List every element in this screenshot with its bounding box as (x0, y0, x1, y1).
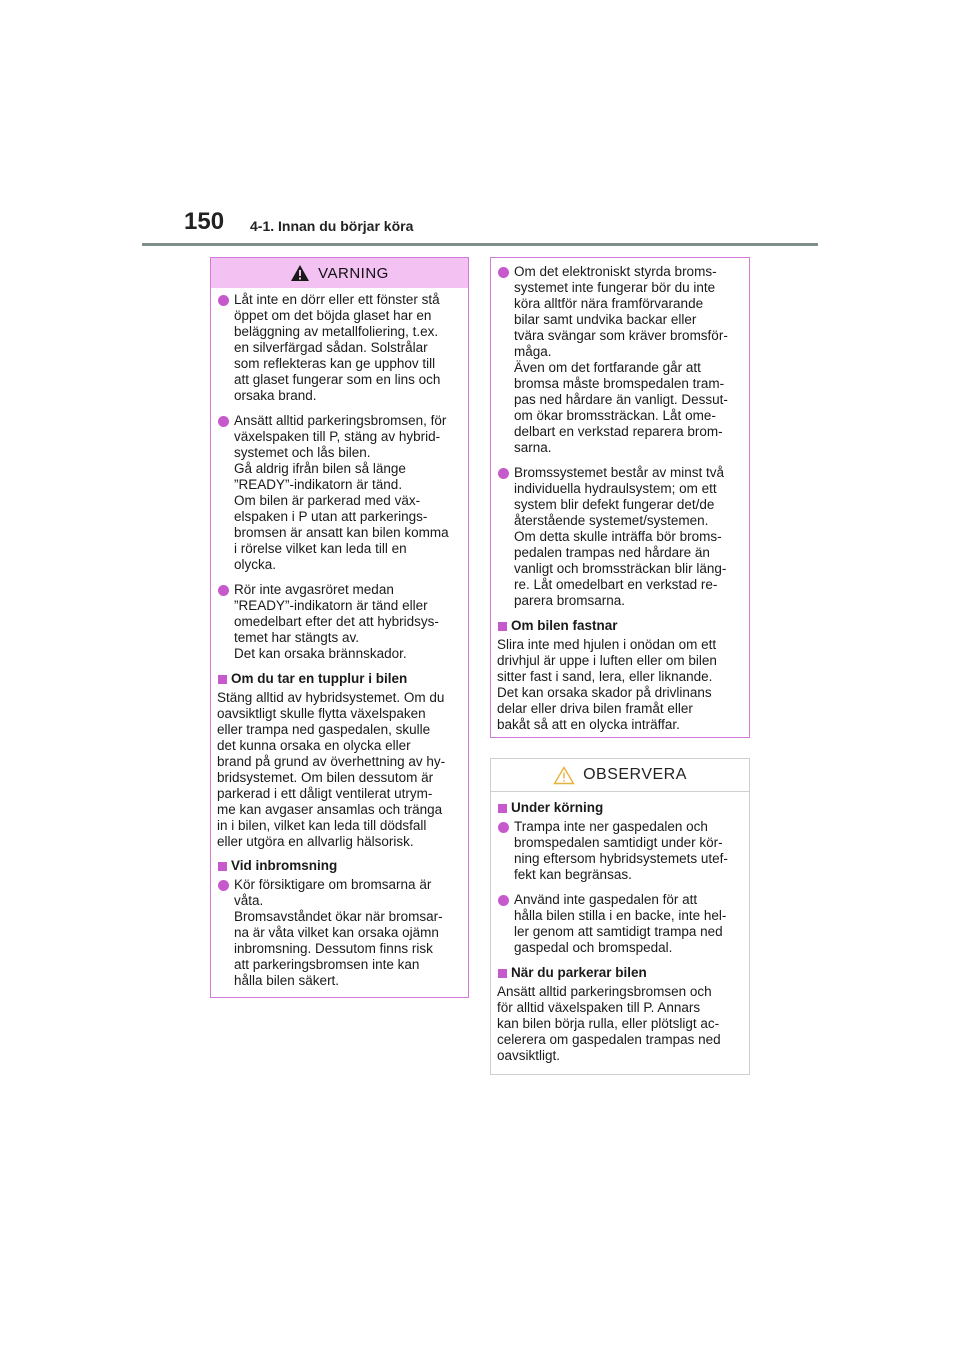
observera-content (491, 792, 749, 1078)
warning-box-continued (490, 257, 750, 738)
subsection-heading (217, 671, 462, 687)
subsection-heading (497, 800, 743, 816)
bullet-text: Låt inte en dörr eller ett fönster stå öppet om det böjda glaset har en beläggning av metallfoliering, t.ex. en silverfärgad sådan. Solstrålar som reflekteras kan ge upphov till att glaset fungerar som en lins och orsaka brand. (234, 292, 441, 403)
observera-header (491, 759, 749, 791)
header-rule (142, 243, 818, 246)
bullet-item (217, 292, 462, 404)
bullet-dot-icon (218, 880, 229, 891)
bullet-text: Rör inte avgasröret medan ”READY”-indikatorn är tänd eller omedelbart efter det att hybridsys- temet har stängts av. Det kan orsaka brännskador. (234, 582, 439, 661)
bullet-text: Trampa inte ner gaspedalen och bromspedalen samtidigt under kör- ning eftersom hybridsystemets utef- fekt kan begränsas. (514, 819, 728, 882)
square-bullet-icon (218, 675, 227, 684)
caution-triangle-icon (553, 766, 575, 785)
heading-text: Under körning (511, 800, 604, 815)
heading-text: När du parkerar bilen (511, 965, 647, 980)
heading-text: Om bilen fastnar (511, 618, 618, 633)
warning-continued-content (491, 258, 749, 747)
bullet-text: Använd inte gaspedalen för att hålla bilen stilla i en backe, inte hel- ler genom att samtidigt trampa ned gaspedal och bromspedal. (514, 892, 727, 955)
warning-header (211, 258, 468, 288)
bullet-item (217, 877, 462, 989)
subsection-heading (497, 618, 743, 634)
observera-box (490, 758, 750, 1075)
square-bullet-icon (498, 804, 507, 813)
bullet-item (497, 892, 743, 956)
warning-box (210, 257, 469, 998)
heading-text: Om du tar en tupplur i bilen (231, 671, 408, 686)
bullet-text: Om det elektroniskt styrda broms- systemet inte fungerar bör du inte köra alltför nära framförvarande bilar samt undvika backar eller tvära svängar som kräver bromsför- måga. Även om det fortfarande går att bromsa måste bromspedalen tram- pas ned hårdare än vanligt. Dessut- om ökar bromssträckan. Låt ome- delbart en verkstad reparera brom- sarna. (514, 264, 728, 455)
bullet-item (217, 413, 462, 573)
bullet-text: Ansätt alltid parkeringsbromsen, för växelspaken till P, stäng av hybrid- systemet och lås bilen. Gå aldrig ifrån bilen så länge ”READY”-indikatorn är tänd. Om bilen är parkerad med väx- elspaken i P utan att parkerings- bromsen är ansatt kan bilen komma i rörelse vilket kan leda till en olycka. (234, 413, 449, 572)
bullet-item (497, 264, 743, 456)
observera-title: OBSERVERA (583, 766, 687, 783)
subsection-heading (497, 965, 743, 981)
page-number: 150 (184, 208, 225, 235)
square-bullet-icon (498, 969, 507, 978)
bullet-dot-icon (498, 468, 509, 479)
bullet-dot-icon (218, 295, 229, 306)
bullet-dot-icon (498, 895, 509, 906)
bullet-item (497, 819, 743, 883)
section-title: 4-1. Innan du börjar köra (250, 218, 414, 234)
bullet-dot-icon (218, 416, 229, 427)
paragraph: Stäng alltid av hybridsystemet. Om du oavsiktligt skulle flytta växelspaken eller trampa ned gaspedalen, skulle det kunna orsaka en olycka eller brand på grund av överhettning av hy- bridsystemet. Om bilen dessutom är parkerad i ett dåligt ventilerat utrym- me kan avgaser ansamlas och tränga in i bilen, vilket kan leda till dödsfall eller utgöra en allvarlig hälsorisk. (217, 690, 446, 849)
subsection-heading (217, 858, 462, 874)
heading-text: Vid inbromsning (231, 858, 338, 873)
paragraph: Ansätt alltid parkeringsbromsen och för alltid växelspaken till P. Annars kan bilen börja rulla, eller plötsligt ac- celerera om gaspedalen trampas ned oavsiktligt. (497, 984, 721, 1063)
warning-content (211, 288, 468, 1004)
bullet-item (497, 465, 743, 609)
bullet-dot-icon (498, 267, 509, 278)
bullet-text: Kör försiktigare om bromsarna är våta. Bromsavståndet ökar när bromsar- na är våta vilket kan orsaka ojämn inbromsning. Dessutom finns risk att parkeringsbromsen inte kan hålla bilen säkert. (234, 877, 443, 988)
bullet-dot-icon (218, 585, 229, 596)
bullet-item (217, 582, 462, 662)
bullet-text: Bromssystemet består av minst två individuella hydraulsystem; om ett system blir defekt fungerar det/de återstående systemet/systemen. Om detta skulle inträffa bör broms- pedalen trampas ned hårdare än vanligt och bromssträckan blir läng- re. Låt omedelbart en verkstad re- parera bromsarna. (514, 465, 727, 608)
paragraph: Slira inte med hjulen i onödan om ett drivhjul är uppe i luften eller om bilen sitter fast i sand, lera, eller liknande. Det kan orsaka skador på drivlinans delar eller driva bilen framåt eller bakåt så att en olycka inträffar. (497, 637, 717, 732)
square-bullet-icon (498, 622, 507, 631)
square-bullet-icon (218, 862, 227, 871)
bullet-dot-icon (498, 822, 509, 833)
warning-triangle-icon (290, 264, 310, 282)
warning-title: VARNING (318, 264, 389, 282)
